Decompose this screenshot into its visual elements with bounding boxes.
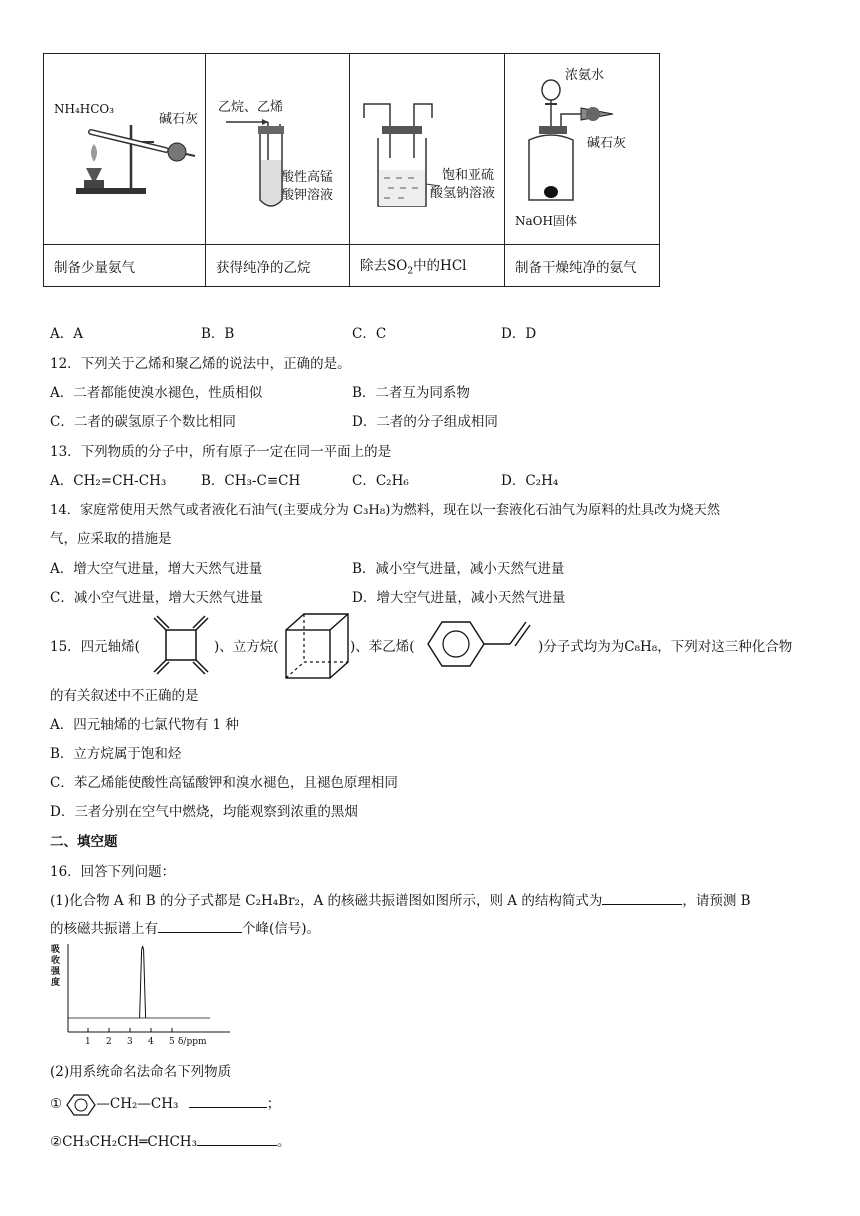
- nmr-spectrum-chart: [50, 940, 230, 1048]
- heating-tube-apparatus-icon: [66, 120, 196, 200]
- label-kmno4-1: 酸性高锰: [281, 170, 334, 185]
- ethyl-group-formula: —CH₂—CH₃: [96, 1096, 179, 1112]
- pentene-formula: ②CH₃CH₂CH═CHCH₃: [50, 1134, 197, 1150]
- q14-stem-line2: 气，应采取的措施是: [50, 531, 172, 547]
- q16-item2: ②CH₃CH₂CH═CHCH₃ 。: [50, 1134, 291, 1150]
- q13-option-a[interactable]: A．CH₂=CH-CH₃: [50, 473, 167, 489]
- cell-apparatus-c: [350, 54, 505, 245]
- label-nh4hco3: NH₄HCO₃: [54, 102, 115, 116]
- q16-part1-line2: 的核磁共振谱上有 个峰(信号)。: [50, 921, 321, 937]
- nmr-x-unit: δ/ppm: [178, 1037, 207, 1047]
- nmr-tick-label: 2: [106, 1037, 112, 1047]
- label-ammonia-water: 浓氨水: [565, 68, 605, 83]
- q15-option-b[interactable]: B．立方烷属于饱和烃: [50, 746, 182, 762]
- section-fill-in-heading: 二、填空题: [50, 834, 118, 850]
- q16-blank-name2[interactable]: [197, 1145, 277, 1146]
- caption-d: 制备干燥纯净的氨气: [505, 245, 660, 287]
- q11-option-a[interactable]: A．A: [50, 326, 83, 342]
- q12-option-a[interactable]: A．二者都能使溴水褪色，性质相似: [50, 385, 263, 401]
- q11-option-d[interactable]: D．D: [501, 326, 537, 342]
- caption-b: 获得纯净的乙烷: [206, 245, 350, 287]
- q16-blank-name1[interactable]: [189, 1107, 267, 1108]
- nmr-ylabel-char: 强: [51, 967, 61, 977]
- label-ethane-ethylene: 乙烷、乙烯: [218, 100, 284, 115]
- caption-c: 除去$SO_2$中的HCl: [350, 245, 505, 287]
- ammonia-generator-icon: [523, 70, 643, 210]
- q16-blank-peaks[interactable]: [158, 932, 242, 933]
- nmr-tick-label: 3: [127, 1037, 133, 1047]
- cell-apparatus-d: [505, 54, 660, 245]
- q14-option-a[interactable]: A．增大空气进量，增大天然气进量: [50, 561, 263, 577]
- q15-part1: 15．四元轴烯(: [50, 639, 140, 655]
- q13-option-c[interactable]: C．C₂H₆: [352, 473, 409, 489]
- label-soda-lime-d: 碱石灰: [587, 136, 627, 151]
- label-nahso3-2: 酸氢钠溶液: [430, 186, 496, 201]
- caption-a: 制备少量氨气: [44, 245, 206, 287]
- q15-part4: )分子式均为为C₈H₈，下列对这三种化合物: [538, 639, 793, 655]
- q12-stem: 12．下列关于乙烯和聚乙烯的说法中，正确的是。: [50, 356, 351, 372]
- q11-option-b[interactable]: B．B: [201, 326, 235, 342]
- q16-item1: ① —CH₂—CH₃ ；: [50, 1092, 280, 1117]
- q15-stem-line2: 的有关叙述中不正确的是: [50, 688, 199, 704]
- q16-part2-stem: (2)用系统命名法命名下列物质: [50, 1064, 232, 1080]
- q15-part3: )、苯乙烯(: [350, 639, 415, 655]
- q12-option-b[interactable]: B．二者互为同系物: [352, 385, 470, 401]
- nmr-tick-label: 1: [85, 1037, 91, 1047]
- test-tube-icon: [226, 114, 286, 214]
- label-naoh-solid: NaOH固体: [515, 214, 577, 228]
- nmr-ylabel-char: 收: [51, 956, 61, 966]
- nmr-tick-label: 5: [169, 1037, 175, 1047]
- nmr-tick-label: 4: [148, 1037, 154, 1047]
- q14-option-b[interactable]: B．减小空气进量，减小天然气进量: [352, 561, 565, 577]
- q12-option-d[interactable]: D．二者的分子组成相同: [352, 414, 498, 430]
- label-soda-lime: 碱石灰: [159, 112, 199, 127]
- q13-stem: 13．下列物质的分子中，所有原子一定在同一平面上的是: [50, 444, 392, 460]
- benzene-ring-icon: [66, 1093, 96, 1117]
- cubane-structure-icon: [284, 610, 350, 682]
- tetramethylenecyclobutane-structure-icon: [148, 612, 214, 678]
- q16-part1-line1: (1)化合物 A 和 B 的分子式都是 C₂H₄Br₂，A 的核磁共振谱图如图所示，则 A 的结构简式为 ，请预测 B: [50, 893, 751, 909]
- q13-option-b[interactable]: B．CH₃-C≡CH: [201, 473, 301, 489]
- q14-option-c[interactable]: C．减小空气进量，增大天然气进量: [50, 590, 263, 606]
- label-kmno4-2: 酸钾溶液: [281, 188, 334, 203]
- q12-option-c[interactable]: C．二者的碳氢原子个数比相同: [50, 414, 236, 430]
- apparatus-table: [43, 53, 660, 287]
- cell-apparatus-b: [206, 54, 350, 245]
- q15-option-d[interactable]: D．三者分别在空气中燃烧，均能观察到浓重的黑烟: [50, 804, 358, 820]
- item1-marker: ①: [50, 1096, 63, 1112]
- q15-part2: )、立方烷(: [214, 639, 279, 655]
- nmr-ylabel-char: 度: [51, 978, 61, 988]
- q15-option-a[interactable]: A．四元轴烯的七氯代物有 1 种: [50, 717, 239, 733]
- q14-stem-line1: 14．家庭常使用天然气或者液化石油气(主要成分为 C₃H₈)为燃料，现在以一套液化石油气为原料的灶具改为烧天然: [50, 503, 721, 518]
- q13-option-d[interactable]: D．C₂H₄: [501, 473, 559, 489]
- label-nahso3-1: 饱和亚硫: [442, 168, 495, 183]
- q11-option-c[interactable]: C．C: [352, 326, 387, 342]
- styrene-structure-icon: [424, 614, 538, 674]
- q14-option-d[interactable]: D．增大空气进量，减小天然气进量: [352, 590, 566, 606]
- q16-blank-structure[interactable]: [602, 904, 682, 905]
- q15-option-c[interactable]: C．苯乙烯能使酸性高锰酸钾和溴水褪色，且褪色原理相同: [50, 775, 398, 791]
- q16-stem: 16．回答下列问题：: [50, 864, 176, 880]
- gas-washing-bottle-icon: [360, 98, 440, 218]
- nmr-ylabel-char: 吸: [51, 945, 61, 955]
- nmr-peak: [140, 946, 146, 1018]
- cell-apparatus-a: [44, 54, 206, 245]
